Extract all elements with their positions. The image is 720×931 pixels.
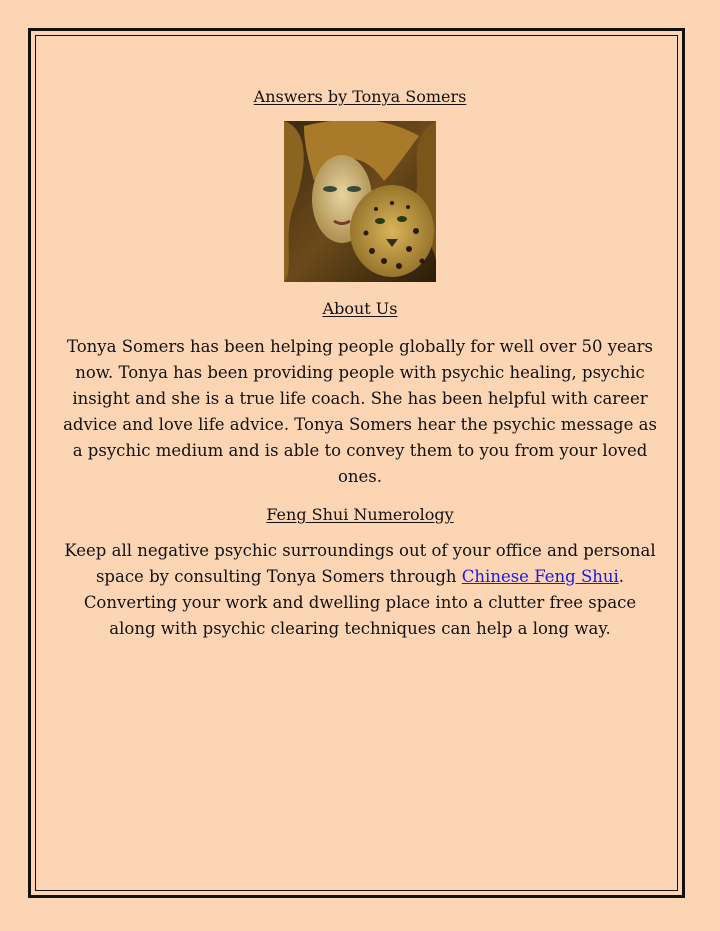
feng-shui-text-after: . Converting your work and dwelling place into a clutter free space along with psychic clearing techniques can help a long way.	[83, 567, 637, 638]
about-paragraph: Tonya Somers has been helping people globally for well over 50 years now. Tonya has been providing people with psychic healing, psychic insight and she is a true life coach. She has been helpful with career advice and love life advice. Tonya Somers hear the psychic message as a psychic medium and is able to convey them to you from your loved ones.	[63, 337, 657, 486]
feng-shui-paragraph	[60, 538, 660, 642]
chinese-feng-shui-link[interactable]: Chinese Feng Shui	[461, 567, 619, 586]
feng-shui-text-before: Keep all negative psychic surroundings out of your office and personal space by consulting Tonya Somers through	[64, 541, 656, 586]
woman-leopard-illustration	[284, 121, 436, 282]
about-heading: About Us	[322, 299, 398, 318]
feng-shui-heading: Feng Shui Numerology	[266, 505, 454, 524]
document-title: Answers by Tonya Somers	[253, 87, 467, 106]
portrait-image	[284, 121, 436, 282]
